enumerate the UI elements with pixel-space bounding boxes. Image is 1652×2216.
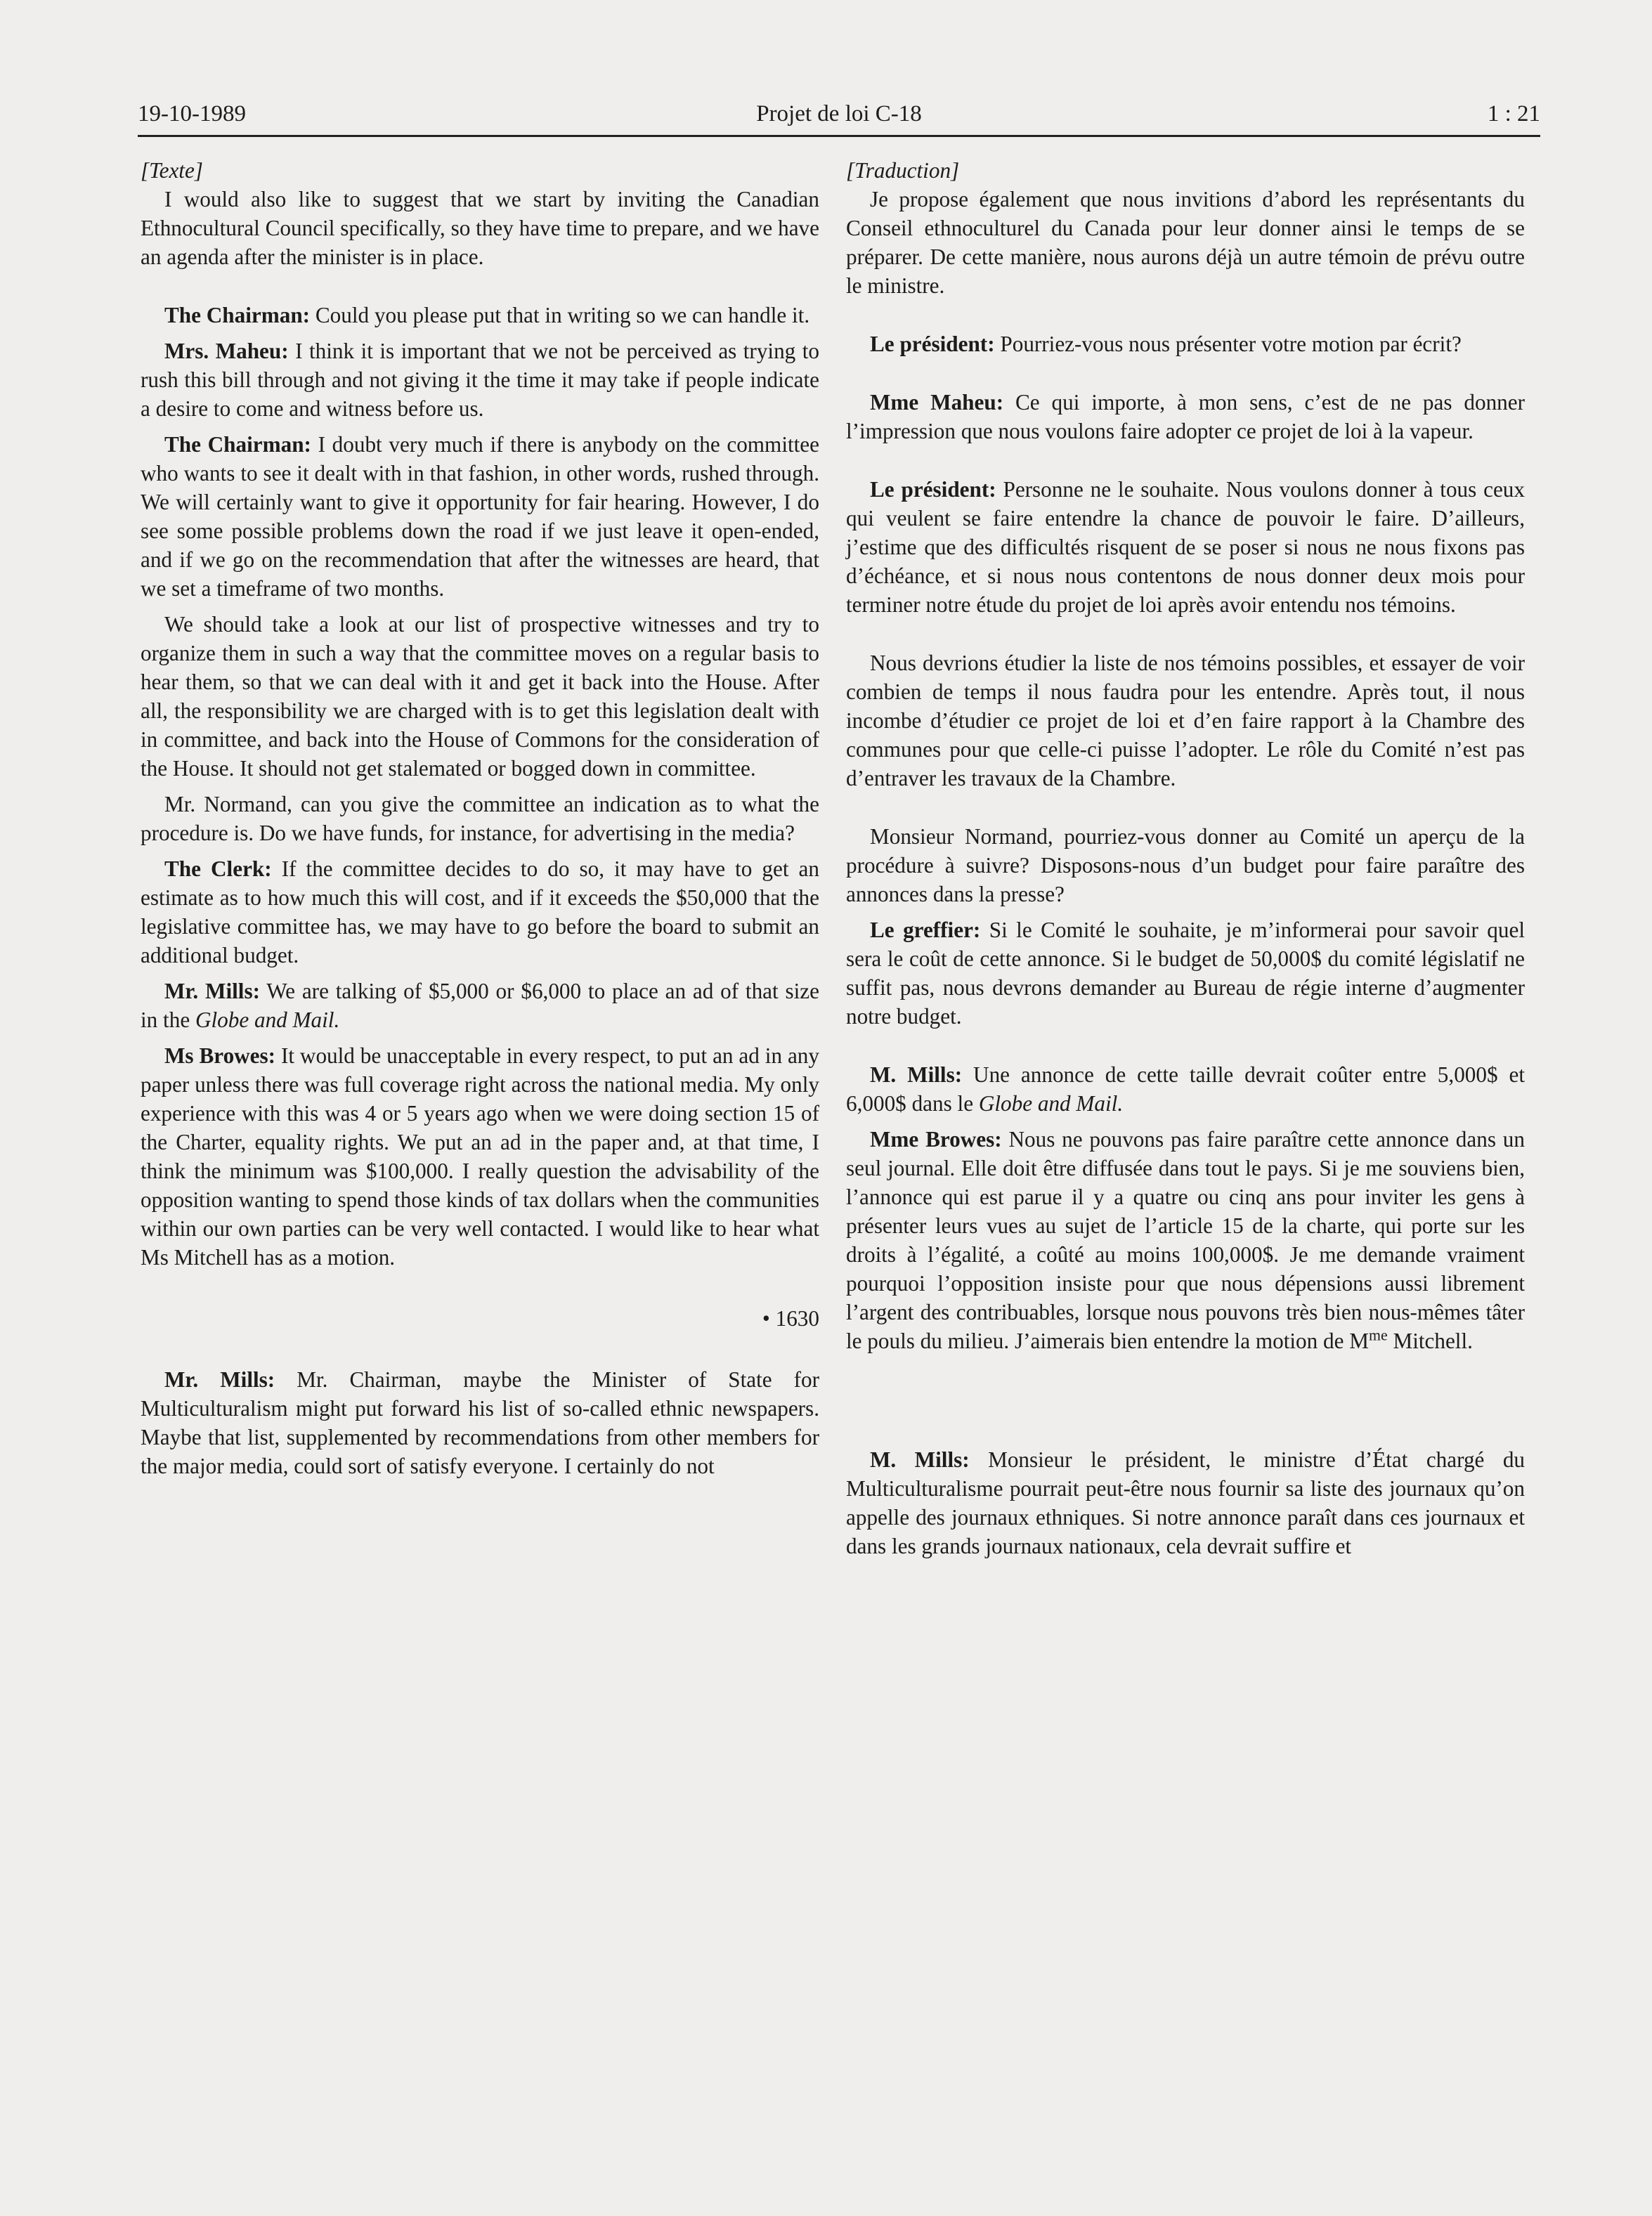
paragraph bbox=[141, 337, 819, 423]
speaker-name: The Chairman: bbox=[164, 432, 311, 457]
speaker-name: The Clerk: bbox=[164, 856, 272, 881]
speech-text: I think it is important that we not be perceived as trying to rush this bill through and not giving it the time it may take if people indicate a desire to come and witness before us. bbox=[141, 339, 819, 421]
paragraph bbox=[846, 915, 1525, 1031]
timestamp: • 1630 bbox=[762, 1306, 819, 1331]
speech-text: Mitchell. bbox=[1387, 1329, 1473, 1353]
paragraph bbox=[141, 1365, 819, 1480]
speaker-name: Mme Maheu: bbox=[870, 390, 1004, 415]
paragraph: We should take a look at our list of prospective witnesses and try to organize them in such a way that the committee moves on a regular basis to hear them, so that we can deal with it and get it back into the House. After all, the responsibility we are charged with is to get this legislation dealt with in committee, and back into the House of Commons for the consideration of the House. It should not get stalemated or bogged down in committee. bbox=[141, 612, 819, 781]
speech-text: If the committee decides to do so, it may have to get an estimate as to how much this will cost, and if it exceeds the $50,000 that the legislative committee has, we may have to go before the board to submit an additional budget. bbox=[141, 856, 819, 967]
speech-text: We are talking of $5,000 or $6,000 to place an ad of that size in the bbox=[141, 979, 819, 1032]
speech-text: Une annonce de cette taille devrait coûter entre 5,000$ et 6,000$ dans le bbox=[846, 1062, 1525, 1116]
speech-text: It would be unacceptable in every respect, to put an ad in any paper unless there was full coverage right across the national media. My only experience with this was 4 or 5 years ago when we were doing section 15 of the Charter, equality rights. We put an ad in the paper and, at that time, I think the minimum was $100,000. I really question the advisability of the opposition wanting to spend those kinds of tax dollars when the communities within our own parties can be very well contacted. I would like to hear what Ms Mitchell has as a motion. bbox=[141, 1043, 819, 1270]
speech-text: Ce qui importe, à mon sens, c’est de ne pas donner l’impression que nous voulons faire adopter ce projet de loi à la vapeur. bbox=[846, 390, 1525, 443]
superscript: me bbox=[1369, 1327, 1388, 1344]
paragraph bbox=[141, 301, 819, 330]
speech-text: Monsieur le président, le ministre d’État chargé du Multiculturalisme pourrait peut-être nous fournir sa liste des journaux qu’on appelle des journaux ethniques. Si notre annonce paraît dans ces journaux et dans les grands journaux nationaux, cela devrait suffire et bbox=[846, 1447, 1526, 1558]
speaker-name: Le greffier: bbox=[870, 918, 981, 942]
speaker-name: The Chairman: bbox=[164, 303, 311, 327]
language-tag: [Traduction] bbox=[846, 158, 960, 183]
speaker-name: M. Mills: bbox=[870, 1062, 963, 1087]
speech-text: Personne ne le souhaite. Nous voulons donner à tous ceux qui veulent se faire entendre la chance de pouvoir le faire. D’ailleurs, j’estime que des difficultés risquent de se poser si nous ne nous fixons pas d’échéance, et si nous nous contentons de nous donner deux mois pour terminer notre étude du projet de loi après avoir entendu nos témoins. bbox=[846, 477, 1525, 617]
page-header bbox=[138, 98, 1540, 133]
paragraph bbox=[141, 1041, 819, 1272]
speaker-name: Mrs. Maheu: bbox=[164, 339, 289, 363]
newspaper-title: Globe and Mail. bbox=[978, 1091, 1124, 1116]
paragraph bbox=[846, 475, 1525, 619]
paragraph: Monsieur Normand, pourriez-vous donner au Comité un aperçu de la procédure à suivre? Disposons-nous d’un budget pour faire paraître des annonces dans la presse? bbox=[846, 824, 1525, 906]
speaker-name: Ms Browes: bbox=[164, 1043, 276, 1068]
paragraph bbox=[846, 1125, 1525, 1355]
paragraph bbox=[846, 1060, 1525, 1118]
paragraph bbox=[141, 430, 819, 603]
speech-text: Pourriez-vous nous présenter votre motion par écrit? bbox=[994, 332, 1462, 356]
header-title: Projet de loi C-18 bbox=[756, 101, 922, 126]
paragraph bbox=[141, 854, 819, 970]
speaker-name: Mr. Mills: bbox=[164, 1367, 275, 1392]
header-page-number: 1 : 21 bbox=[1487, 101, 1540, 126]
french-column bbox=[846, 156, 1525, 1560]
speaker-name: Mme Browes: bbox=[870, 1127, 1002, 1152]
newspaper-title: Globe and Mail. bbox=[195, 1008, 340, 1032]
header-date: 19-10-1989 bbox=[138, 101, 246, 126]
paragraph: Je propose également que nous invitions d’abord les représentants du Conseil ethnoculturel du Canada pour leur donner ainsi le temps de se préparer. De cette manière, nous aurons déjà un autre témoin de prévu outre le ministre. bbox=[846, 187, 1525, 298]
paragraph bbox=[141, 977, 819, 1034]
speaker-name: M. Mills: bbox=[870, 1447, 970, 1472]
paragraph: I would also like to suggest that we start by inviting the Canadian Ethnocultural Council specifically, so they have time to prepare, and we have an agenda after the minister is in place. bbox=[141, 187, 819, 269]
speech-text: Si le Comité le souhaite, je m’informerai pour savoir quel sera le coût de cette annonce. Si le budget de 50,000$ du comité législatif ne suffit pas, nous devrons demander au Bureau de régie interne d’augmenter notre budget. bbox=[846, 918, 1525, 1029]
speaker-name: Le président: bbox=[870, 477, 996, 502]
speaker-name: Le président: bbox=[870, 332, 995, 356]
header-rule bbox=[138, 135, 1540, 137]
speech-text: I doubt very much if there is anybody on the committee who wants to see it dealt with in that fashion, in other words, rushed through. We will certainly want to give it opportunity for fair hearing. However, I do see some possible problems down the road if we just leave it open-ended, and if we go on the recommendation that after the witnesses are heard, that we set a timeframe of two months. bbox=[141, 432, 819, 601]
speech-text: Could you please put that in writing so we can handle it. bbox=[310, 303, 810, 327]
paragraph bbox=[846, 1445, 1525, 1560]
language-tag: [Texte] bbox=[141, 158, 203, 183]
speaker-name: Mr. Mills: bbox=[164, 979, 260, 1003]
paragraph: Mr. Normand, can you give the committee an indication as to what the procedure is. Do we have funds, for instance, for advertising in the media? bbox=[141, 792, 819, 845]
paragraph bbox=[846, 330, 1525, 358]
paragraph bbox=[846, 388, 1525, 445]
speech-text: Mr. Chairman, maybe the Minister of State for Multiculturalism might put forward his list of so-called ethnic newspapers. Maybe that list, supplemented by recommendations from other members for the major media, could sort of satisfy everyone. I certainly do not bbox=[141, 1367, 820, 1478]
speech-text: Nous ne pouvons pas faire paraître cette annonce dans un seul journal. Elle doit être diffusée dans tout le pays. Si je me souviens bien, l’annonce qui est parue il y a quatre ou cinq ans pour inviter les gens à présenter leurs vues au sujet de l’article 15 de la charte, qui porte sur les droits à l’égalité, a coûté au moins 100,000$. Je me demande vraiment pourquoi l’opposition insiste pour que nous dépensions aussi librement l’argent des contribuables, lorsque nous pouvons très bien nous-mêmes tâter le pouls du milieu. J’aimerais bien entendre la motion de M bbox=[846, 1127, 1525, 1353]
paragraph: Nous devrions étudier la liste de nos témoins possibles, et essayer de voir combien de temps il nous faudra pour les entendre. Après tout, il nous incombe d’étudier ce projet de loi et d’en faire rapport à la Chambre des communes pour que celle-ci puisse l’adopter. Le rôle du Comité n’est pas d’entraver les travaux de la Chambre. bbox=[846, 651, 1525, 790]
english-column bbox=[141, 156, 819, 1480]
